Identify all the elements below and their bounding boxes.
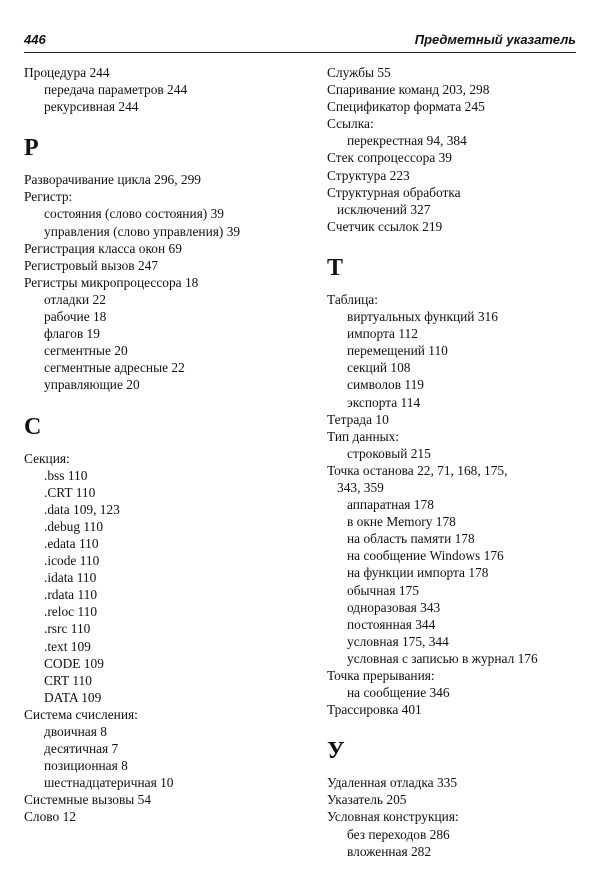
index-subentry: двоичная 8 [44,724,107,739]
index-subentry: аппаратная 178 [347,497,434,513]
index-subentry: на сообщение Windows 176 [347,548,504,564]
index-entry: Таблица: [327,291,378,307]
index-subentry: .text 109 [44,638,91,654]
index-subentry: позиционная 8 [44,758,128,774]
index-subentry: флагов 19 [44,326,100,342]
section-letter: Т [327,254,344,281]
index-subentry: обычная 175 [347,582,419,598]
index-entry: Регистровый вызов 247 [24,257,159,273]
index-entry: Система счисления: [24,706,138,722]
index-entry: Секция: [24,450,70,466]
index-entry: Регистрация класса окон 69 [24,240,182,256]
index-column-right [327,64,587,860]
index-entry: Системные вызовы 54 [24,792,152,808]
index-entry: Структурная обработка [327,184,461,200]
index-subentry: шестнадцатеричная 10 [44,775,174,791]
index-subentry: вложенная 282 [347,843,432,859]
index-entry: Стек сопроцессора 39 [327,150,453,166]
index-subentry: перемещений 110 [347,343,448,359]
index-subentry: 343, 359 [337,479,384,495]
index-subentry: десятичная 7 [44,741,119,757]
index-entry: Слово 12 [24,809,76,825]
section-letter: Р [24,135,39,162]
index-subentry: .idata 110 [44,570,97,586]
index-subentry: .edata 110 [44,535,99,551]
index-entry: Счетчик ссылок 219 [327,218,443,234]
index-entry: Спецификатор формата 245 [327,99,485,115]
index-subentry: экспорта 114 [347,394,421,410]
index-entry: Спаривание команд 203, 298 [327,82,490,98]
index-entry: Условная конструкция: [327,809,459,825]
index-entry: Трассировка 401 [327,702,422,718]
index-subentry: управляющие 20 [44,377,140,393]
index-entry: Указатель 205 [327,792,407,808]
index-subentry: на функции импорта 178 [347,565,489,581]
index-entry: Тетрада 10 [327,411,389,427]
index-subentry: одноразовая 343 [347,599,441,615]
index-subentry: .rdata 110 [44,587,98,603]
index-subentry: в окне Memory 178 [347,514,456,530]
index-subentry: .bss 110 [44,467,88,483]
index-subentry: рабочие 18 [44,309,107,325]
index-subentry: .reloc 110 [44,604,98,620]
index-subentry: сегментные адресные 22 [44,360,185,376]
index-entry: Регистр: [24,189,73,205]
index-subentry: секций 108 [347,360,411,376]
section-letter: С [24,413,42,440]
index-subentry: CRT 110 [44,672,92,688]
index-subentry: .debug 110 [44,518,104,534]
index-subentry: без переходов 286 [347,826,450,842]
index-subentry: на область памяти 178 [347,531,475,547]
index-subentry: управления (слово управления) 39 [44,223,241,239]
index-entry: Разворачивание цикла 296, 299 [24,172,202,188]
index-entry: Службы 55 [327,65,391,80]
index-subentry: на сообщение 346 [347,685,450,701]
index-subentry: .rsrc 110 [44,621,91,637]
index-entry: Тип данных: [327,428,400,444]
index-entry: Регистры микропроцессора 18 [24,274,199,290]
index-subentry: .icode 110 [44,553,100,569]
index-subentry: .data 109, 123 [44,501,120,517]
index-subentry: условная с записью в журнал 176 [347,650,538,666]
page-number: 446 [24,32,46,47]
index-entry: Структура 223 [327,167,410,183]
index-subentry: CODE 109 [44,655,104,671]
index-subentry: рекурсивная 244 [44,99,139,115]
index-column-left [24,64,299,826]
index-subentry: импорта 112 [347,326,418,342]
index-subentry: DATA 109 [44,689,102,705]
index-entry: Удаленная отладка 335 [327,775,458,791]
index-subentry: перекрестная 94, 384 [347,133,467,149]
index-subentry: виртуальных функций 316 [347,309,498,325]
index-subentry: передача параметров 244 [44,82,188,98]
index-subentry: постоянная 344 [347,616,436,632]
index-subentry: отладки 22 [44,291,106,307]
index-entry: Точка прерывания: [327,668,435,683]
running-title: Предметный указатель [414,32,576,47]
index-subentry: состояния (слово состояния) 39 [44,206,224,222]
index-entry: Ссылка: [327,116,374,132]
index-subentry: сегментные 20 [44,343,128,359]
index-subentry: исключений 327 [337,201,431,217]
section-letter: У [327,738,345,765]
index-entry: Точка останова 22, 71, 168, 175, [327,462,508,478]
index-subentry: символов 119 [347,377,424,393]
index-subentry: условная 175, 344 [347,633,449,649]
index-entry: Процедура 244 [24,65,110,80]
index-subentry: .CRT 110 [44,484,96,500]
page-header [24,30,576,53]
index-subentry: строковый 215 [347,445,431,461]
